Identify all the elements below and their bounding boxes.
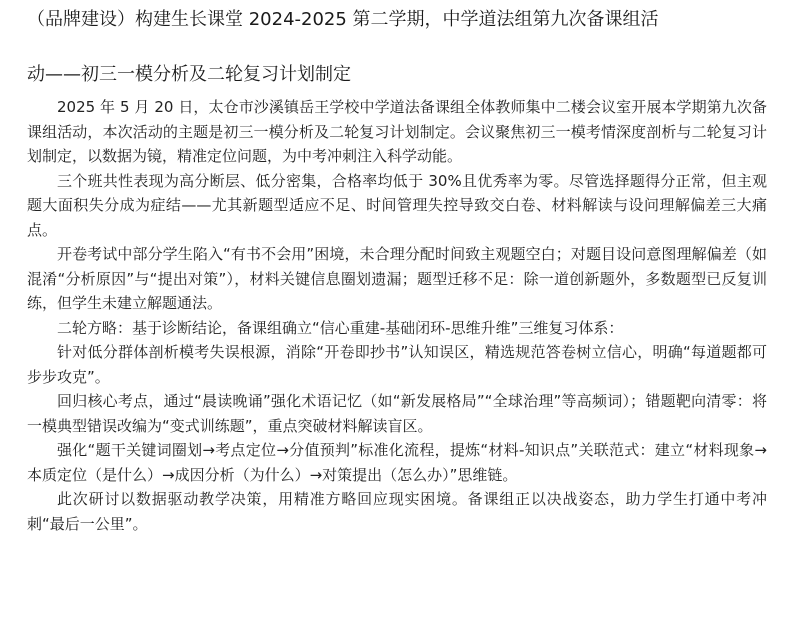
paragraph-intro: 2025 年 5 月 20 日，太仓市沙溪镇岳王学校中学道法备课组全体教师集中二楼会议室开展本学期第九次备课组活动，本次活动的主题是初三一模分析及二轮复习计划制定。会议聚焦初三一模考情深度剖析与二轮复习计划制定，以数据为镜，精准定位问题，为中考冲刺注入科学动能。 <box>27 98 767 165</box>
article-title-line-1: （品牌建设）构建生长课堂 2024-2025 第二学期，中学道法组第九次备课组活 <box>27 9 659 30</box>
paragraph-confidence-rebuild: 针对低分群体剖析模考失误根源，消除“开卷即抄书”认知误区，精选规范答卷树立信心，明确“每道题都可步步攻克”。 <box>27 343 767 386</box>
paragraph-conclusion: 此次研讨以数据驱动教学决策，用精准方略回应现实困境。备课组正以决战姿态，助力学生打通中考冲刺“最后一公里”。 <box>27 490 767 533</box>
paragraph-core-points: 回归核心考点，通过“晨读晚诵”强化术语记忆（如“新发展格局”“全球治理”等高频词）；错题靶向清零：将一模典型错误改编为“变式训练题”，重点突破材料解读盲区。 <box>27 392 767 435</box>
paragraph-thinking-chain: 强化“题干关键词圈划→考点定位→分值预判”标准化流程，提炼“材料-知识点”关联范式：建立“材料现象→本质定位（是什么）→成因分析（为什么）→对策提出（怎么办）”思维链。 <box>27 441 767 484</box>
article-title-line-2: 动——初三一模分析及二轮复习计划制定 <box>27 64 351 85</box>
article-body <box>27 95 767 536</box>
paragraph-class-performance: 三个班共性表现为高分断层、低分密集，合格率均低于 30%且优秀率为零。尽管选择题得分正常，但主观题大面积失分成为症结——尤其新题型适应不足、时间管理失控导致交白卷、材料解读与设问理解偏差三大痛点。 <box>27 171 767 239</box>
paragraph-open-book-issues: 开卷考试中部分学生陷入“有书不会用”困境，未合理分配时间致主观题空白；对题目设问意图理解偏差（如混淆“分析原因”与“提出对策”），材料关键信息圈划遗漏；题型迁移不足：除一道创新题外，多数题型已反复训练，但学生未建立解题通法。 <box>27 245 767 312</box>
paragraph-review-strategy: 二轮方略：基于诊断结论，备课组确立“信心重建-基础闭环-思维升维”三维复习体系： <box>57 318 624 337</box>
